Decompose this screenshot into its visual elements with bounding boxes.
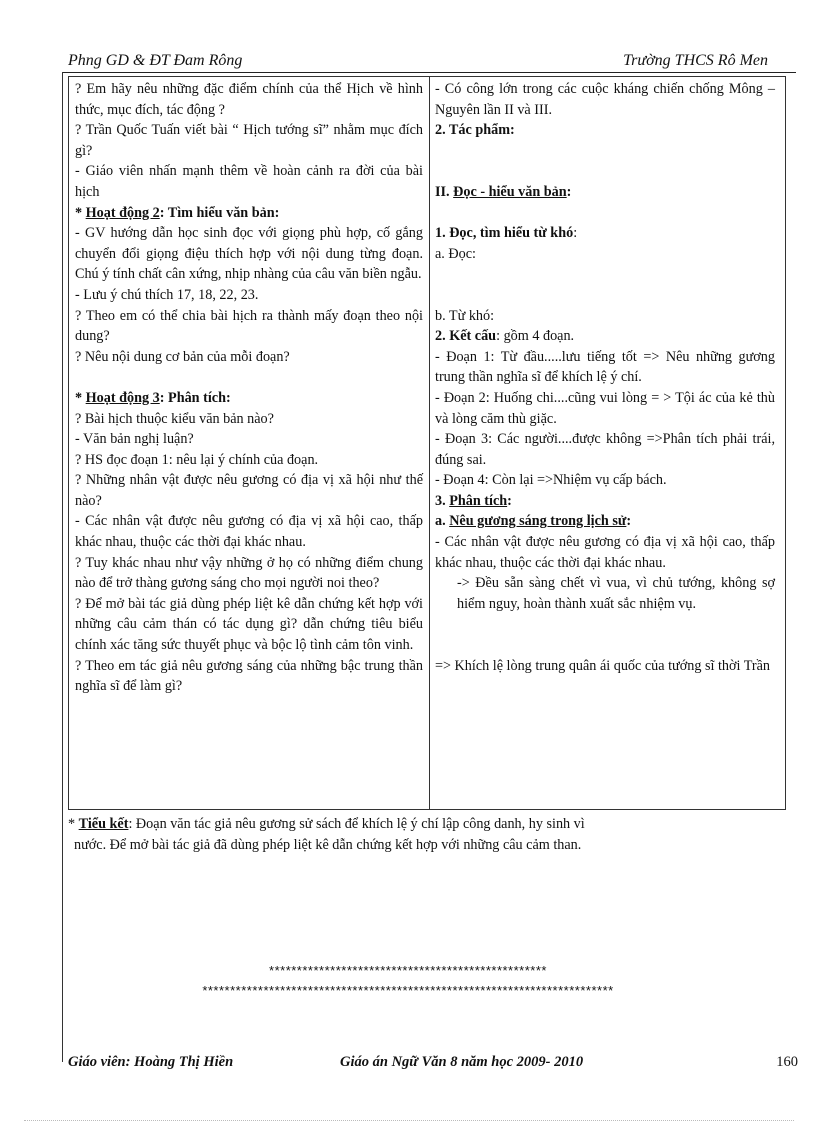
note-context: - Giáo viên nhấn mạnh thêm về hoàn cảnh ra đời của bài hịch (75, 163, 423, 200)
analysis-number: 3. (435, 492, 450, 509)
teacher-activity-column (75, 79, 423, 697)
paragraph-4-summary: - Đoạn 4: Còn lại =>Nhiệm vụ cấp bách. (435, 472, 667, 489)
spacer (435, 614, 775, 635)
analysis-title: Phân tích (449, 492, 508, 509)
question-6: ? HS đọc đoạn 1: nêu lại ý chính của đoạn. (75, 451, 319, 468)
activity-2-heading (75, 203, 423, 224)
activity-3-label: Hoạt động 3 (85, 389, 160, 406)
question-1: ? Em hãy nêu những đặc điểm chính của thể Hịch về hình thức, mục đích, tác động ? (75, 81, 423, 118)
spacer (435, 141, 775, 162)
lesson-table (68, 76, 786, 810)
answer-7: - Các nhân vật được nêu gương có địa vị xã hội cao, thấp khác nhau, thuộc các thời đại khác nhau. (75, 513, 423, 551)
summary-star: * (68, 816, 79, 832)
page-header (68, 52, 788, 74)
section-2-number: II. (435, 183, 454, 200)
author-merit: - Có công lớn trong các cuộc kháng chiến chống Mông – Nguyên lần II và III. (435, 81, 775, 118)
header-school-office: Phng GD & ĐT Đam Rông (68, 52, 243, 69)
structure-label: 2. Kết cấu (435, 328, 497, 345)
margin-line (62, 72, 63, 1062)
activity-3-heading (75, 388, 423, 409)
summary-text-1: : Đoạn văn tác giả nêu gương sử sách để khích lệ ý chí lập công danh, hy sinh vì (128, 816, 585, 832)
page-footer (68, 1054, 798, 1074)
separator-stars-1: ************************************************** (269, 963, 547, 978)
question-2: ? Trần Quốc Tuấn viết bài “ Hịch tướng sĩ” nhằm mục đích gì? (75, 122, 423, 159)
paragraph-2-summary: - Đoạn 2: Huống chi....cũng vui lòng = > Tội ác của kẻ thù và lòng căm thù giặc. (435, 389, 775, 427)
structure-heading (435, 326, 775, 347)
separator-stars-2: ************************************************************************** (202, 983, 614, 998)
question-10: ? Theo em tác giả nêu gương sáng của những bậc trung thần nghĩa sĩ để làm gì? (75, 657, 423, 695)
question-4: ? Nêu nội dung cơ bản của mỗi đoạn? (75, 348, 290, 365)
activity-2-label: Hoạt động 2 (85, 204, 160, 221)
activity-3-star: * (75, 389, 86, 406)
spacer (435, 203, 775, 224)
summary-line-2: nước. Để mở bài tác giả đã dùng phép liệt kê dẫn chứng kết hợp với những câu cảm than. (74, 837, 582, 853)
structure-text: : gồm 4 đoạn. (496, 328, 575, 345)
vocabulary-subitem: b. Từ khó: (435, 307, 495, 324)
summary-line-1 (68, 814, 788, 835)
page-number: 160 (776, 1054, 798, 1070)
example-heading (435, 511, 775, 532)
activity-3-title: : Phân tích: (159, 389, 231, 406)
purpose-conclusion: => Khích lệ lòng trung quân ái quốc của tướng sĩ thời Trần (435, 657, 771, 674)
header-rule (62, 72, 796, 73)
content-column (435, 79, 775, 676)
section-2-heading (435, 182, 775, 203)
paragraph-1-summary: - Đoạn 1: Từ đầu.....lưu tiếng tốt => Nêu những gương trung thần nghĩa sĩ để khích lệ ý chí. (435, 348, 775, 386)
activity-2-star: * (75, 204, 86, 221)
reading-heading-text: 1. Đọc, tìm hiểu từ khó (435, 225, 574, 242)
footer-teacher: Giáo viên: Hoàng Thị Hiền (68, 1054, 234, 1070)
activity-2-title: : Tìm hiểu văn bản: (159, 204, 280, 221)
column-divider (429, 77, 430, 809)
question-7: ? Những nhân vật được nêu gương có địa vị xã hội như thế nào? (75, 472, 423, 509)
reading-guide: - GV hướng dẫn học sinh đọc với giọng phù hợp, cố gắng chuyển đổi giọng điệu thích hợp với nội dung từng đoạn. Chú ý tính chất cân xứng, nhịp nhàng của câu văn biền ngẫu. (75, 225, 423, 283)
footnote-note: - Lưu ý chú thích 17, 18, 22, 23. (75, 286, 259, 303)
analysis-heading (435, 491, 775, 512)
characters-conclusion: -> Đều sẵn sàng chết vì vua, vì chủ tướng, không sợ hiểm nguy, hoàn thành xuất sắc nhiệm vụ. (457, 575, 775, 612)
answer-5: - Văn bản nghị luận? (75, 431, 194, 448)
footer-lesson-plan: Giáo án Ngữ Văn 8 năm học 2009- 2010 (340, 1054, 584, 1070)
spacer (435, 264, 775, 285)
summary-block (68, 814, 788, 856)
paragraph-3-summary: - Đoạn 3: Các người....được không =>Phân tích phải trái, đúng sai. (435, 431, 775, 468)
bottom-dotted-line (24, 1120, 794, 1121)
section-2-title: Đọc - hiểu văn bản (453, 183, 567, 200)
question-9: ? Để mở bài tác giả dùng phép liệt kê dẫn chứng kết hợp với những câu cảm thán có tác dụng gì? dẫn chứng tiêu biểu chính xác tăng sức thuyết phục và bộc lộ tình cảm tôn vinh. (75, 595, 423, 654)
header-school-name: Trường THCS Rô Men (623, 52, 768, 69)
analysis-colon: : (507, 492, 512, 509)
spacer (435, 635, 775, 656)
question-8: ? Tuy khác nhau như vậy những ở họ có những điểm chung nào để trở thàng gương sáng cho mọi người noi theo? (75, 554, 423, 592)
example-letter: a. (435, 513, 450, 530)
reading-subitem: a. Đọc: (435, 245, 476, 262)
work-heading: 2. Tác phẩm: (435, 122, 515, 139)
section-2-colon: : (566, 183, 572, 200)
question-5: ? Bài hịch thuộc kiểu văn bản nào? (75, 410, 274, 427)
example-colon: : (626, 513, 632, 530)
reading-heading (435, 223, 775, 244)
summary-label: Tiểu kết (78, 816, 129, 832)
spacer (75, 367, 423, 388)
characters-description: - Các nhân vật được nêu gương có địa vị xã hội cao, thấp khác nhau, thuộc các thời đại khác nhau. (435, 534, 775, 571)
example-title: Nêu gương sáng trong lịch sử (449, 513, 627, 530)
spacer (435, 285, 775, 306)
spacer (435, 161, 775, 182)
question-3: ? Theo em có thể chia bài hịch ra thành mấy đoạn theo nội dung? (75, 307, 423, 345)
reading-heading-colon: : (573, 225, 578, 242)
